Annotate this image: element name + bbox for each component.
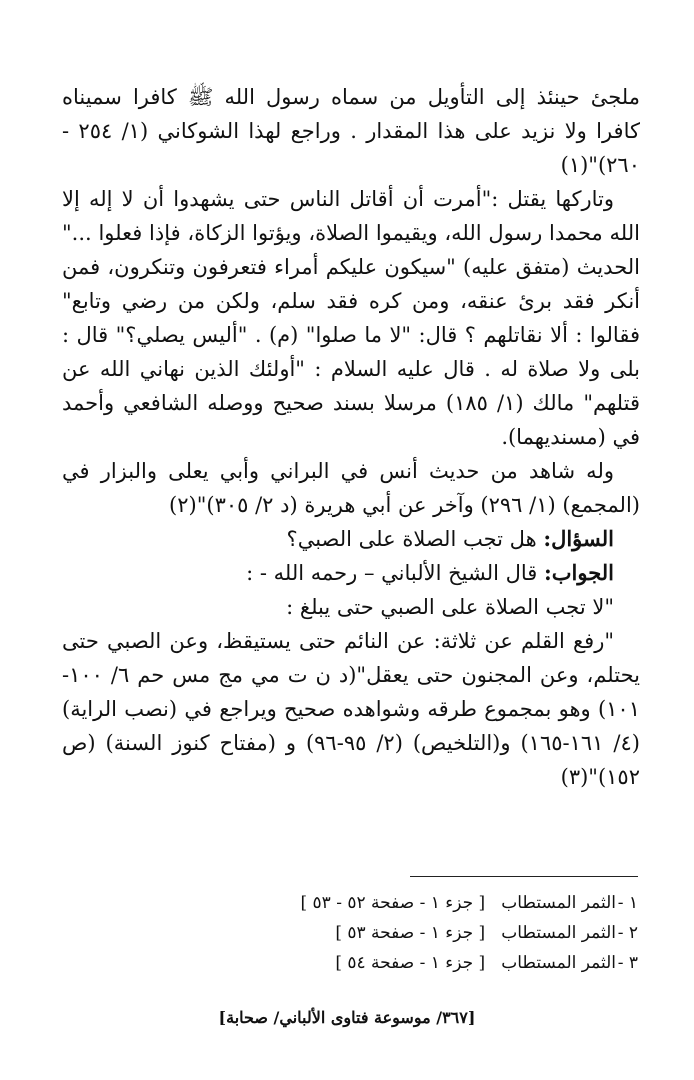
footnotes [218,888,638,978]
paragraph-2: وتاركها يقتل :"أمرت أن أقاتل الناس حتى يشهدوا أن لا إله إلا الله محمدا رسول الله، ويقيموا الصلاة، ويؤتوا الزكاة، فإذا فعلوا ..." الحديث (متفق عليه) "سيكون عليكم أمراء فتعرفون وتنكرون، فمن أنكر فقد برئ عنقه، ومن كره فقد سلم، ولكن من رضي وتابع" فقالوا : ألا نقاتلهم ؟ قال: "لا ما صلوا" (م) . "أليس يصلي؟" قال : بلى ولا صلاة له . قال عليه السلام : "أولئك الذين نهاني الله عن قتلهم" مالك (١/ ١٨٥) مرسلا بسند صحيح ووصله الشافعي وأحمد في (مسنديهما). [62,187,640,449]
question-line [62,522,640,556]
question-label: السؤال: [543,526,614,551]
footnote-source: الثمر المستطاب [501,893,616,913]
footnote-reference: [ جزء ١ - صفحة ٥٢ - ٥٣ ] [300,893,486,913]
footnote-item [218,888,638,918]
footnote-source: الثمر المستطاب [501,923,616,943]
answer-line [62,556,640,590]
footnote-divider [410,876,638,877]
answer-label: الجواب: [544,560,614,585]
footnote-reference: [ جزء ١ - صفحة ٥٣ ] [335,923,486,943]
footnote-item [218,918,638,948]
footnote-number: ٣ - [617,953,638,973]
footnote-item [218,948,638,978]
question-text: هل تجب الصلاة على الصبي؟ [286,527,544,551]
answer-paragraph-2: "رفع القلم عن ثلاثة: عن النائم حتى يستيقظ، وعن الصبي حتى يحتلم، وعن المجنون حتى يعقل"(د ن ت مي مج مس حم ٦/ ١٠٠- ١٠١) وهو بمجموع طرقه وشواهده صحيح ويراجع في (نصب الراية) (٤/ ١٦١-١٦٥) و(التلخيص) (٢/ ٩٥-٩٦) و (مفتاح كنوز السنة) (ص ١٥٢)"(٣) [62,629,640,789]
answer-paragraph-1: "لا تجب الصلاة على الصبي حتى يبلغ : [286,595,614,619]
footnote-reference: [ جزء ١ - صفحة ٥٤ ] [335,953,486,973]
page-footer: [٣٦٧/ موسوعة فتاوى الألباني/ صحابة] [218,1008,476,1027]
main-text [62,80,640,794]
footnote-source: الثمر المستطاب [501,953,616,973]
paragraph-1: ملجئ حينئذ إلى التأويل من سماه رسول الله ﷺ كافرا سميناه كافرا ولا نزيد على هذا المقدار . وراجع لهذا الشوكاني (١/ ٢٥٤ - ٢٦٠)"(١) [62,85,640,177]
footnote-number: ٢ - [617,923,638,943]
answer-text: قال الشيخ الألباني – رحمه الله - : [246,561,544,585]
footnote-number: ١ - [617,893,638,913]
paragraph-3: وله شاهد من حديث أنس في البراني وأبي يعلى والبزار في (المجمع) (١/ ٢٩٦) وآخر عن أبي هريرة (د ٢/ ٣٠٥)"(٢) [62,459,640,517]
